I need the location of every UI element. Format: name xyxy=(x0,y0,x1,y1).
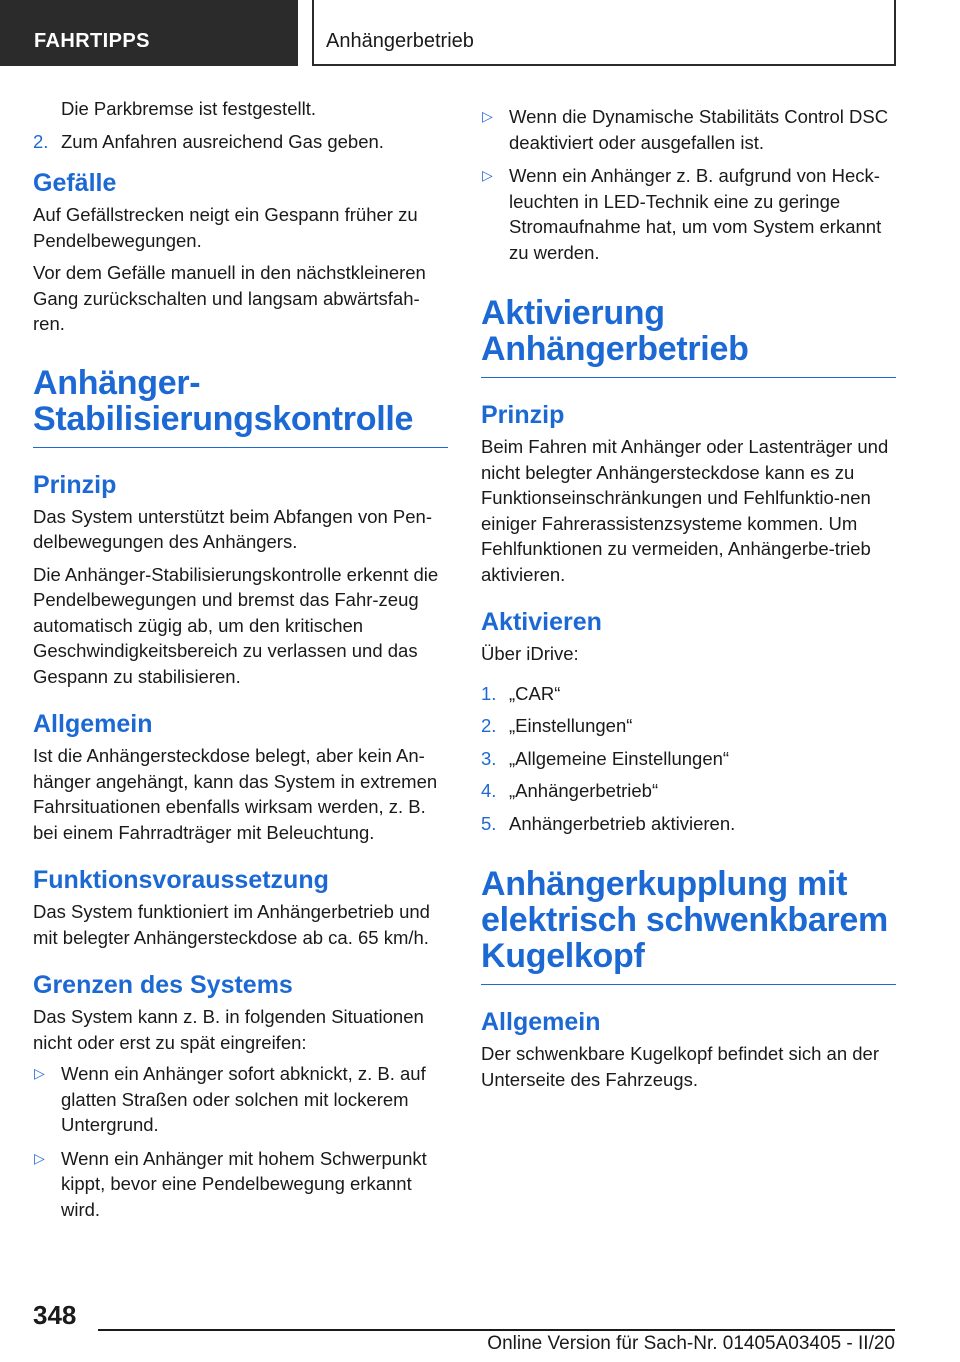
list-item: 5. Anhängerbetrieb aktivieren. xyxy=(481,811,896,837)
heading-stabilisierungskontrolle: Anhänger- Stabilisierungskontrolle xyxy=(33,365,448,448)
list-item: ▷ Wenn ein Anhänger sofort abknickt, z. B. auf glatten Straßen oder solchen mit lockerem Untergrund. xyxy=(34,1063,426,1135)
heading-aktivieren: Aktivieren xyxy=(481,608,602,636)
left-column xyxy=(33,96,448,1230)
list-item: Die Parkbremse ist festgestellt. xyxy=(61,98,316,119)
list-item: 4. „Anhängerbetrieb“ xyxy=(481,778,896,804)
step-number: 2. xyxy=(33,130,49,152)
bullet-list-grenzen-continued xyxy=(481,104,896,265)
list-item: 2. „Einstellungen“ xyxy=(481,713,896,739)
list-item: ▷ Wenn die Dynamische Stabilitäts Control DSC deaktiviert oder ausgefallen ist. xyxy=(482,106,889,153)
paragraph: Beim Fahren mit Anhänger oder Lastenträger und nicht belegter Anhängersteckdose kann es zu Funktionseinschränkungen und Fehlfunktio-nen einiger Fahrerassistenzsysteme kommen. Um Fehlfunktionen zu vermeiden, Anhängerbe-trieb aktivieren. xyxy=(481,436,889,585)
step-list-continued xyxy=(33,96,448,154)
step-number: 1. xyxy=(481,682,497,704)
triangle-bullet-icon: ▷ xyxy=(482,108,493,124)
triangle-bullet-icon: ▷ xyxy=(34,1149,45,1166)
step-number: 3. xyxy=(481,747,497,769)
heading-allgemein: Allgemein xyxy=(33,710,153,738)
page-number: 348 xyxy=(33,1300,77,1330)
triangle-bullet-icon: ▷ xyxy=(34,1065,45,1081)
heading-gefaelle: Gefälle xyxy=(33,169,117,197)
heading-anhaengerkupplung: Anhängerkupplung mit elektrisch schwenkbarem Kugelkopf xyxy=(481,866,896,985)
paragraph: Das System kann z. B. in folgenden Situationen nicht oder erst zu spät eingreifen: xyxy=(33,1006,424,1053)
list-item: ▷ Wenn ein Anhänger mit hohem Schwerpunkt kippt, bevor eine Pendelbewegung erkannt wird. xyxy=(34,1147,427,1220)
header-title: Anhängerbetrieb xyxy=(326,30,474,52)
list-item: 2. Zum Anfahren ausreichend Gas geben. xyxy=(33,129,448,155)
paragraph: Der schwenkbare Kugelkopf befindet sich an der Unterseite des Fahrzeugs. xyxy=(481,1043,879,1090)
paragraph: Die Anhänger-Stabilisierungskontrolle erkennt die Pendelbewegungen und bremst das Fahr-zeug automatisch zügig ab, um den kritischen Geschwindigkeitsbereich zu verlassen und das Gespann zu stabilisieren. xyxy=(33,563,439,687)
footer-rule xyxy=(98,1329,895,1331)
paragraph: Vor dem Gefälle manuell in den nächstkleineren Gang zurückschalten und langsam abwärtsfah-ren. xyxy=(33,262,426,334)
heading-prinzip: Prinzip xyxy=(33,470,117,499)
heading-allgemein: Allgemein xyxy=(481,1008,601,1036)
list-item: ▷ Wenn ein Anhänger z. B. aufgrund von Heck-leuchten in LED-Technik eine zu geringe Stromaufnahme hat, um vom System erkannt zu werden. xyxy=(482,165,882,263)
step-list-aktivieren xyxy=(481,681,896,837)
paragraph: Das System funktioniert im Anhängerbetrieb und mit belegter Anhängersteckdose ab ca. 65 km/h. xyxy=(33,901,430,948)
triangle-bullet-icon: ▷ xyxy=(482,167,493,183)
paragraph: Das System unterstützt beim Abfangen von Pen-delbewegungen des Anhängers. xyxy=(33,505,432,552)
bullet-list-grenzen xyxy=(33,1061,448,1222)
step-number: 4. xyxy=(481,780,497,801)
page-header xyxy=(0,0,960,66)
paragraph: Auf Gefällstrecken neigt ein Gespann früher zu Pendelbewegungen. xyxy=(33,204,418,251)
header-section-label: FAHRTIPPS xyxy=(34,30,150,52)
step-number: 2. xyxy=(481,715,497,736)
list-item: 1. „CAR“ xyxy=(481,681,896,707)
heading-grenzen: Grenzen des Systems xyxy=(33,971,293,999)
paragraph: Über iDrive: xyxy=(481,643,579,664)
paragraph: Ist die Anhängersteckdose belegt, aber kein An-hänger angehängt, kann das System in extremen Fahrsituationen ebenfalls wirksam werden, z. B. bei einem Fahrradträger mit Beleuchtung. xyxy=(33,745,438,843)
step-number: 5. xyxy=(481,812,497,834)
list-item: 3. „Allgemeine Einstellungen“ xyxy=(481,746,896,772)
heading-funktionsvoraussetzung: Funktionsvoraussetzung xyxy=(33,866,329,894)
footer-text: Online Version für Sach-Nr. 01405A03405 - II/20 xyxy=(487,1333,895,1354)
right-column xyxy=(481,96,896,1092)
heading-aktivierung: Aktivierung Anhängerbetrieb xyxy=(481,295,896,378)
heading-prinzip: Prinzip xyxy=(481,401,565,429)
